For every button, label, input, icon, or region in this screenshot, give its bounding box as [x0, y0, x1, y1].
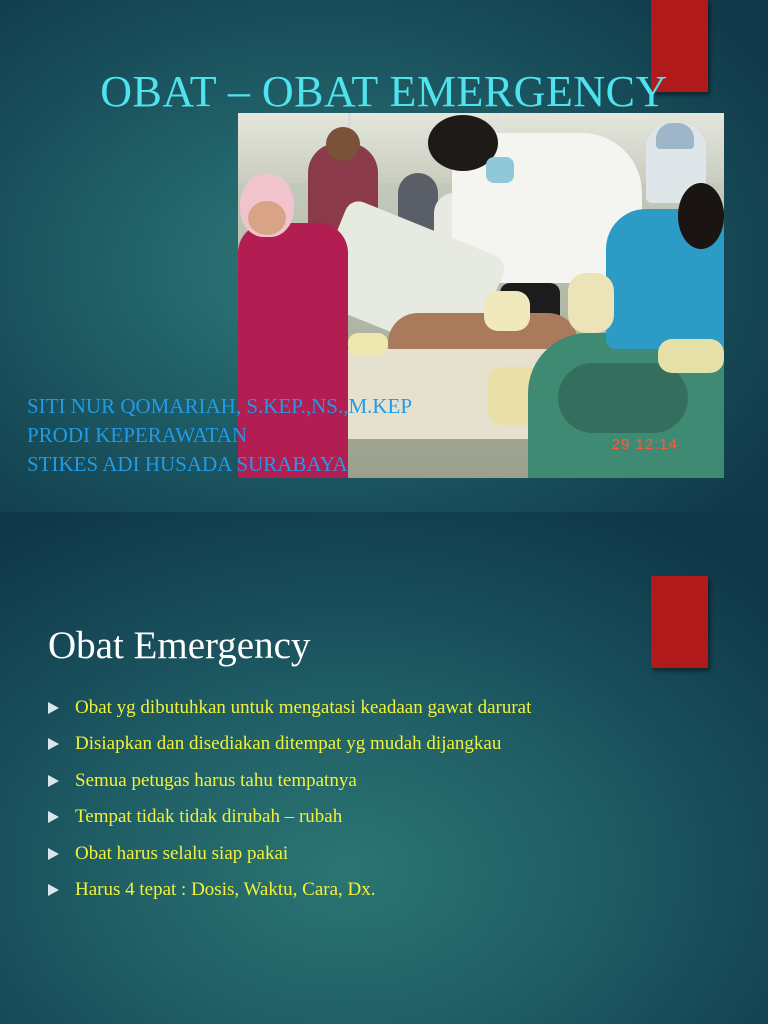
bullet-text: Disiapkan dan disediakan ditempat yg mudah dijangkau: [75, 733, 502, 755]
slide-title: Obat Emergency: [48, 624, 311, 667]
bullet-text: Obat harus selalu siap pakai: [75, 842, 289, 864]
author-name: SITI NUR QOMARIAH, S.KEP.,NS.,M.KEP: [27, 394, 413, 418]
author-program: PRODI KEPERAWATAN: [27, 423, 248, 447]
bullet-triangle-icon: [48, 884, 59, 896]
photo-timestamp: 29 12:14: [611, 436, 678, 453]
bullet-text: Harus 4 tepat : Dosis, Waktu, Cara, Dx.: [75, 878, 376, 900]
bullet-text: Tempat tidak tidak dirubah – rubah: [75, 806, 343, 828]
slide-title: OBAT – OBAT EMERGENCY: [100, 67, 668, 116]
bullet-triangle-icon: [48, 775, 59, 787]
red-accent-bar: [651, 576, 708, 668]
author-block: [27, 392, 412, 479]
bullet-triangle-icon: [48, 702, 59, 714]
bullet-triangle-icon: [48, 738, 59, 750]
bullet-triangle-icon: [48, 811, 59, 823]
bullet-text: Obat yg dibutuhkan untuk mengatasi keadaan gawat darurat: [75, 697, 532, 718]
bullet-text: Semua petugas harus tahu tempatnya: [75, 769, 357, 791]
content-slide: [0, 512, 768, 1024]
bullet-triangle-icon: [48, 848, 59, 860]
author-institution: STIKES ADI HUSADA SURABAYA: [27, 452, 348, 476]
